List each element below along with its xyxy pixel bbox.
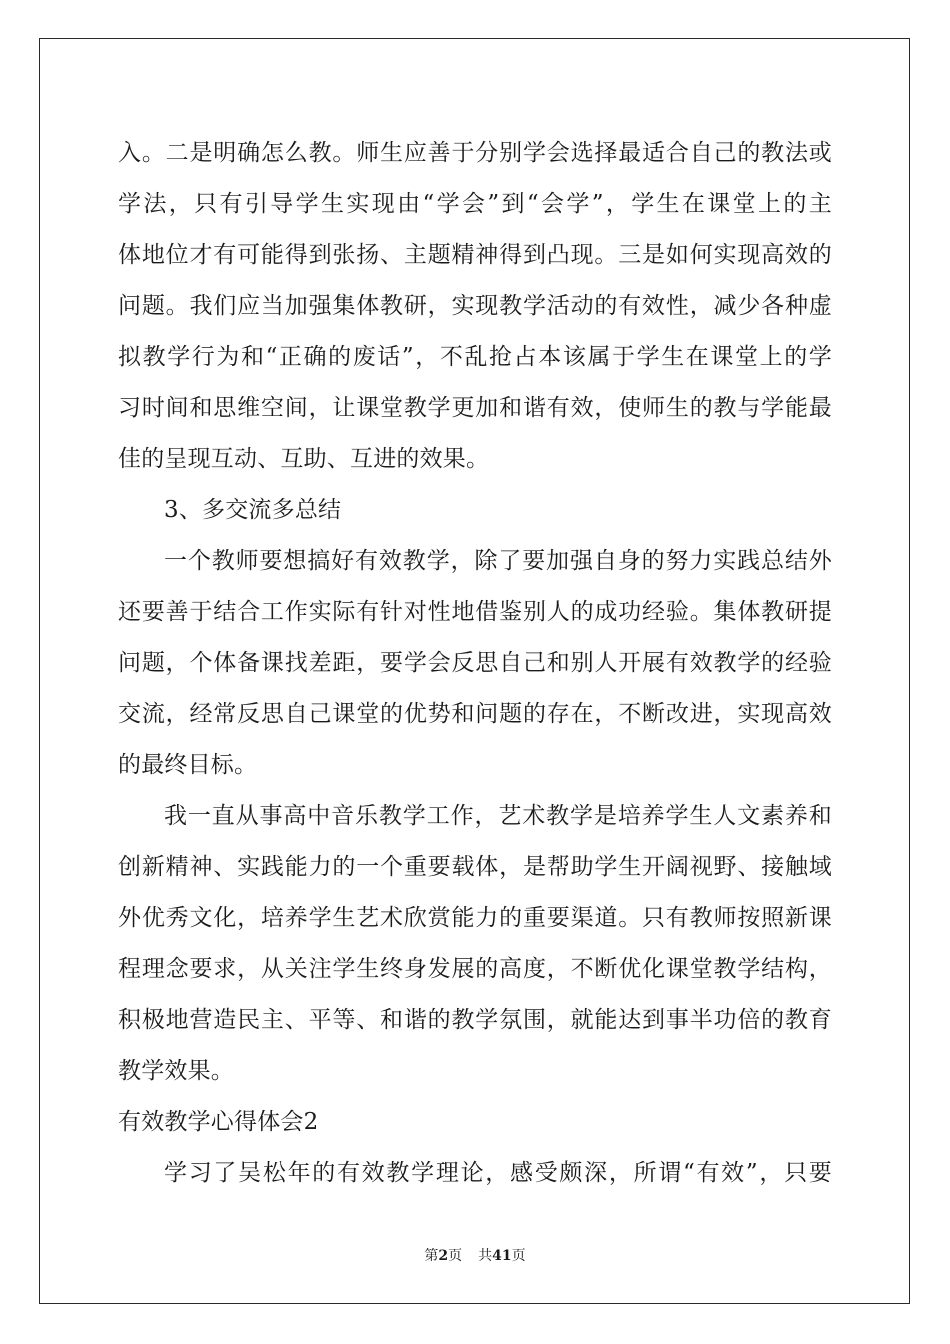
body-line: 入。二是明确怎么教。师生应善于分别学会选择最适合自己的教法或 — [118, 140, 832, 166]
body-line: 交流，经常反思自己课堂的优势和问题的存在，不断改进，实现高效 — [118, 701, 832, 727]
paragraph-first-line: 我一直从事高中音乐教学工作，艺术教学是培养学生人文素养和 — [164, 803, 832, 829]
body-line: 拟教学行为和“正确的废话”，不乱抢占本该属于学生在课堂上的学 — [118, 344, 832, 370]
body-line: 还要善于结合工作实际有针对性地借鉴别人的成功经验。集体教研提 — [118, 599, 832, 625]
total-pages: 41 — [492, 1248, 512, 1264]
body-line: 教学效果。 — [118, 1058, 234, 1084]
body-line: 程理念要求，从关注学生终身发展的高度，不断优化课堂教学结构， — [118, 956, 832, 982]
total-prefix: 共 — [478, 1248, 493, 1264]
body-line: 佳的呈现互动、互助、互进的效果。 — [118, 446, 490, 472]
body-line: 积极地营造民主、平等、和谐的教学氛围，就能达到事半功倍的教育 — [118, 1007, 832, 1033]
article-title: 有效教学心得体会2 — [118, 1109, 319, 1135]
body-line: 问题，个体备课找差距，要学会反思自己和别人开展有效教学的经验 — [118, 650, 832, 676]
paragraph-first-line: 一个教师要想搞好有效教学，除了要加强自身的努力实践总结外 — [164, 548, 832, 574]
body-line: 习时间和思维空间，让课堂教学更加和谐有效，使师生的教与学能最 — [118, 395, 832, 421]
body-line: 问题。我们应当加强集体教研，实现教学活动的有效性，减少各种虚 — [118, 293, 832, 319]
document-body — [118, 128, 832, 1199]
body-line: 外优秀文化，培养学生艺术欣赏能力的重要渠道。只有教师按照新课 — [118, 905, 832, 931]
page-suffix: 页 — [448, 1248, 463, 1264]
body-line: 创新精神、实践能力的一个重要载体，是帮助学生开阔视野、接触域 — [118, 854, 832, 880]
body-line: 的最终目标。 — [118, 752, 258, 778]
body-line: 学法，只有引导学生实现由“学会”到“会学”，学生在课堂上的主 — [118, 191, 832, 217]
paragraph-first-line: 学习了吴松年的有效教学理论，感受颇深，所谓“有效”，只要 — [164, 1160, 832, 1186]
page-prefix: 第 — [424, 1248, 439, 1264]
page-footer — [0, 1245, 950, 1265]
total-suffix: 页 — [511, 1248, 526, 1264]
section-heading: 3、多交流多总结 — [164, 497, 342, 523]
body-line: 体地位才有可能得到张扬、主题精神得到凸现。三是如何实现高效的 — [118, 242, 832, 268]
page-number: 2 — [438, 1248, 449, 1264]
